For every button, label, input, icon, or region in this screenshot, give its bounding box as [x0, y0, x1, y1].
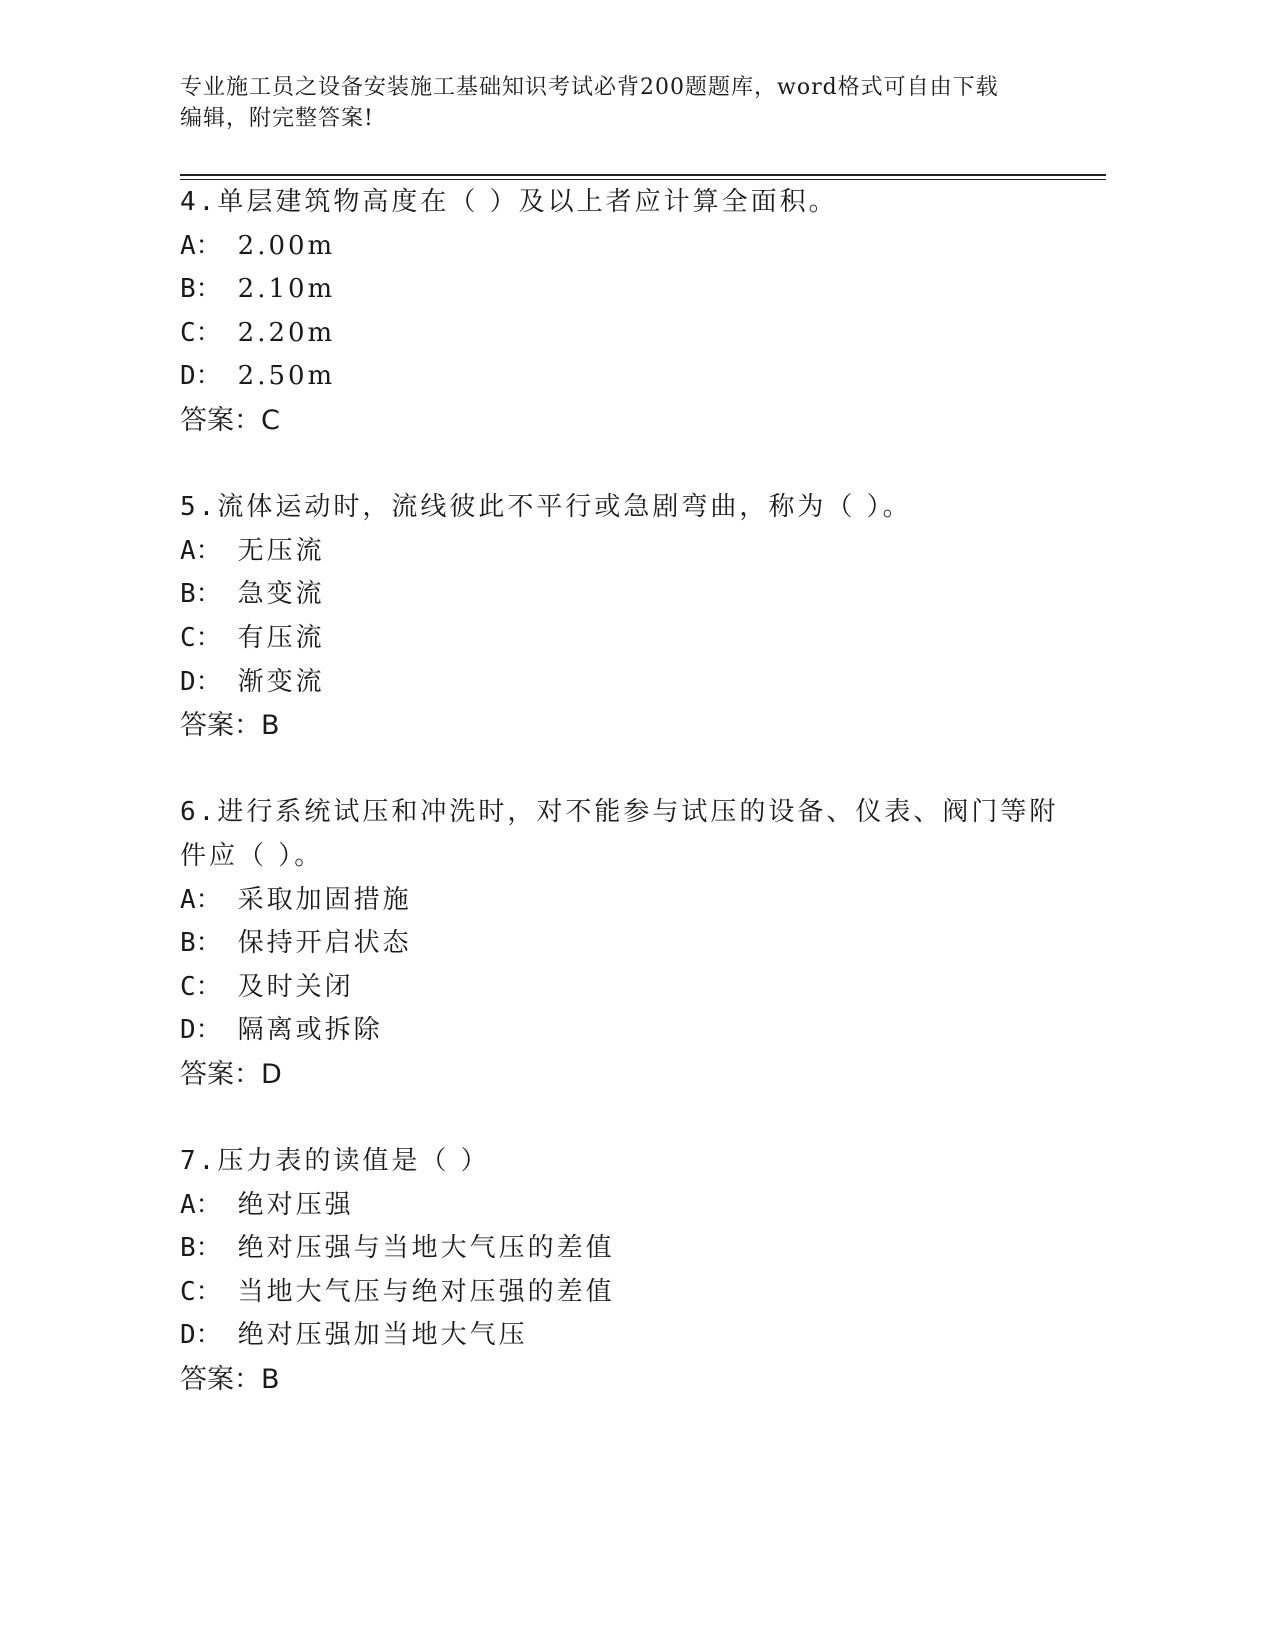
option-key: D： [180, 1015, 222, 1046]
answer-line: 答案：C [180, 404, 280, 436]
option-d [180, 355, 1080, 399]
question-number: 7. [180, 1146, 218, 1177]
option-c [180, 617, 1080, 661]
spacer [180, 748, 1080, 792]
header-divider-thick [180, 174, 1106, 176]
option-key: B： [180, 274, 222, 305]
option-text: 渐变流 [237, 666, 325, 697]
option-text: 当地大气压与绝对压强的差值 [237, 1276, 615, 1307]
question-4 [180, 181, 1080, 443]
question-text [180, 181, 1080, 225]
question-text-continued: 件应（ ）。 [180, 840, 324, 871]
option-text: 及时关闭 [237, 971, 354, 1002]
question-text [180, 791, 1080, 835]
option-key: A： [180, 535, 222, 566]
option-c [180, 966, 1080, 1010]
question-stem: 进行系统试压和冲洗时，对不能参与试压的设备、仪表、阀门等附 [217, 797, 1059, 828]
option-key: D： [180, 361, 222, 392]
option-key: B： [180, 1233, 222, 1264]
option-text: 有压流 [237, 622, 325, 653]
answer-line: 答案：B [180, 710, 280, 742]
question-7 [180, 1140, 1080, 1402]
question-stem: 流体运动时，流线彼此不平行或急剧弯曲，称为（ ）。 [217, 492, 912, 523]
question-number: 4. [180, 187, 218, 217]
header-line-2: 编辑，附完整答案! [180, 106, 374, 131]
option-a [180, 225, 1080, 269]
option-text: 2.50m [237, 361, 336, 392]
question-list [180, 181, 1080, 1402]
question-stem: 压力表的读值是（ ） [217, 1146, 490, 1177]
option-b [180, 922, 1080, 966]
option-text: 2.20m [237, 317, 336, 348]
option-a [180, 530, 1080, 574]
question-6 [180, 791, 1080, 1096]
option-b [180, 573, 1080, 617]
option-text: 采取加固措施 [237, 884, 412, 915]
option-key: C： [180, 971, 222, 1002]
question-5 [180, 486, 1080, 748]
option-key: D： [180, 666, 222, 697]
option-b [180, 268, 1080, 312]
option-text: 急变流 [237, 579, 325, 610]
option-key: B： [180, 928, 222, 959]
spacer [180, 443, 1080, 487]
question-stem: 单层建筑物高度在（ ）及以上者应计算全面积。 [217, 187, 838, 217]
answer-line: 答案：D [180, 1058, 282, 1090]
option-a [180, 879, 1080, 923]
option-text: 绝对压强与当地大气压的差值 [237, 1233, 615, 1264]
option-key: C： [180, 317, 222, 348]
option-text: 隔离或拆除 [237, 1015, 383, 1046]
option-text: 2.10m [237, 274, 336, 305]
option-d [180, 661, 1080, 705]
option-key: D： [180, 1320, 222, 1351]
question-text [180, 1140, 1080, 1184]
option-c [180, 312, 1080, 356]
option-key: A： [180, 230, 222, 261]
option-key: C： [180, 622, 222, 653]
option-c [180, 1271, 1080, 1315]
option-text: 2.00m [237, 230, 336, 261]
option-text: 保持开启状态 [237, 928, 412, 959]
option-text: 绝对压强 [237, 1189, 354, 1220]
answer-line: 答案：B [180, 1364, 280, 1396]
document-header [180, 72, 1060, 134]
option-d [180, 1009, 1080, 1053]
question-number: 5. [180, 492, 218, 523]
question-text [180, 486, 1080, 530]
option-text: 无压流 [237, 535, 325, 566]
spacer [180, 1096, 1080, 1140]
option-key: C： [180, 1276, 222, 1307]
question-number: 6. [180, 797, 218, 828]
option-text: 绝对压强加当地大气压 [237, 1320, 528, 1351]
option-b [180, 1227, 1080, 1271]
header-divider-thin [180, 179, 1106, 180]
option-key: B： [180, 579, 222, 610]
option-key: A： [180, 1189, 222, 1220]
option-a [180, 1184, 1080, 1228]
header-line-1: 专业施工员之设备安装施工基础知识考试必背200题题库，word格式可自由下载 [180, 75, 999, 100]
option-d [180, 1314, 1080, 1358]
option-key: A： [180, 884, 222, 915]
